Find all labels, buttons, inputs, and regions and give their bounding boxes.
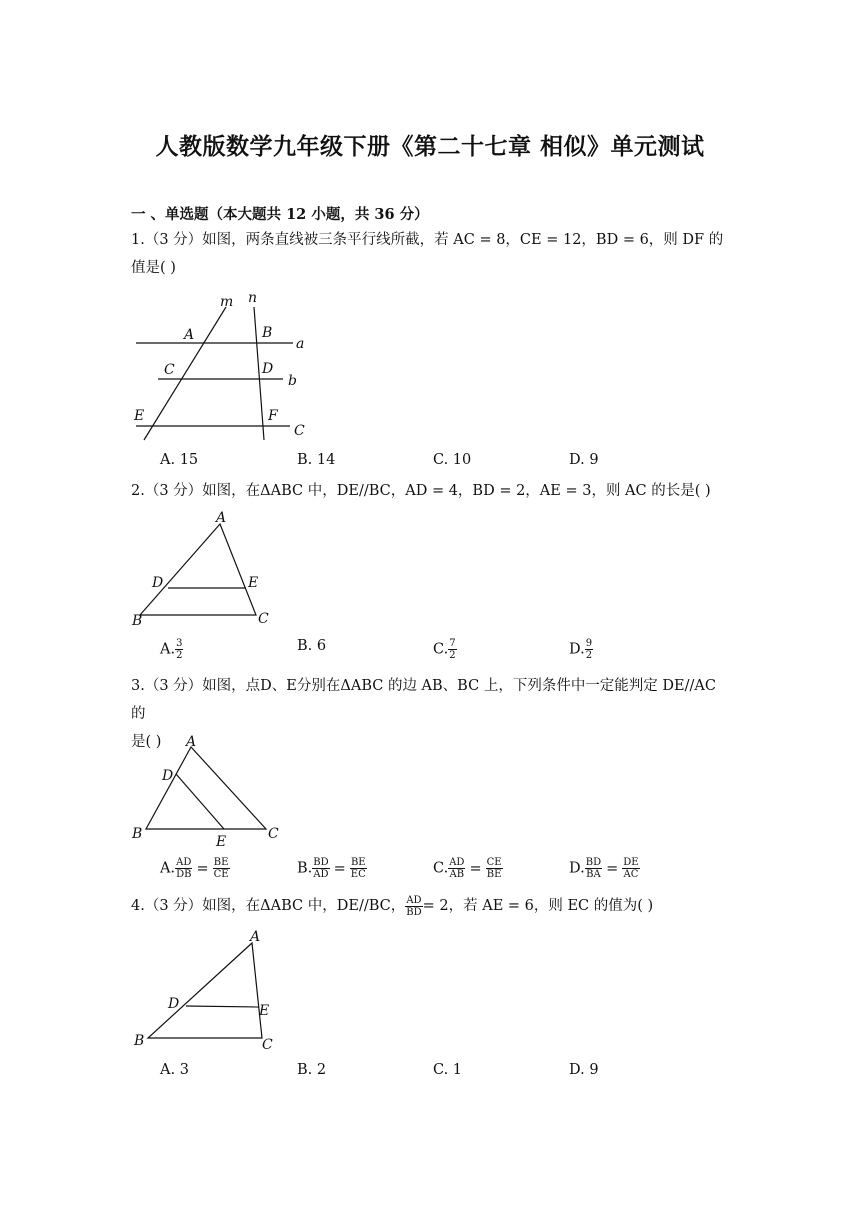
label-A: A [216, 510, 227, 526]
q3-option-c-right-fraction [486, 857, 503, 880]
q2-option-d-prefix: D. [569, 641, 585, 658]
q2-option-d[interactable] [569, 638, 593, 661]
label-A: A [250, 929, 261, 945]
q3-option-a[interactable]: A. $\frac{AD}{DB}$ = $\frac{BE}{CE}$ [160, 857, 229, 880]
triangle-abc [146, 747, 266, 829]
denominator: AC [623, 869, 639, 880]
denominator: 2 [585, 650, 593, 661]
numerator: DE [623, 857, 639, 868]
q2-option-c[interactable] [433, 638, 457, 661]
numerator: BD [585, 857, 602, 868]
q2-option-a[interactable] [160, 638, 183, 661]
label-A: A [186, 734, 197, 750]
denominator: DB [176, 869, 192, 880]
q4-option-a[interactable]: A. 3 [160, 1062, 189, 1078]
numerator: BE [350, 857, 366, 868]
question-4-options [160, 1062, 760, 1092]
label-B: B [134, 1033, 145, 1049]
question-1-line1: 1.（3 分）如图，两条直线被三条平行线所截，若 AC = 8，CE = 12，BD = 6，则 DF 的 [131, 232, 724, 248]
label-C: C [262, 1037, 273, 1053]
q3-option-c-left-fraction [448, 857, 465, 880]
segment-de [176, 774, 224, 829]
numerator: BE [213, 857, 229, 868]
numerator: AD [406, 894, 422, 906]
q2-option-a-prefix: A. [160, 641, 176, 658]
numerator: 3 [176, 638, 183, 649]
denominator: CE [213, 869, 229, 880]
triangle-abc [140, 524, 259, 615]
q2-option-a-fraction [175, 638, 183, 661]
q3-option-c[interactable]: C. $\frac{AD}{AB}$ = $\frac{CE}{BE}$ [433, 857, 502, 880]
label-D: D [152, 575, 164, 591]
label-B: B [262, 325, 273, 341]
question-3-line1: 3.（3 分）如图，点D、E分别在ΔABC 的边 AB、BC 上，下列条件中一定能判定 DE//AC 的 [131, 678, 716, 722]
denominator: AD [313, 869, 329, 880]
figure-1-parallel-lines [128, 290, 318, 445]
question-1-line2: 值是( ) [131, 260, 176, 276]
denominator: AB [449, 869, 465, 880]
question-2 [131, 477, 731, 505]
label-D: D [162, 768, 174, 784]
q3-option-b-prefix: B. [297, 860, 313, 877]
numerator: 9 [585, 638, 593, 649]
denominator: BD [406, 906, 422, 918]
q3-option-d-prefix: D. [569, 860, 585, 877]
label-A: A [184, 327, 195, 343]
denominator: BE [486, 869, 502, 880]
q1-option-c[interactable]: C. 10 [433, 452, 472, 468]
question-3-options [160, 857, 760, 887]
q1-option-a[interactable]: A. 15 [160, 452, 199, 468]
q4-option-c[interactable]: C. 1 [433, 1062, 463, 1078]
question-4-text-before: 4.（3 分）如图，在ΔABC 中，DE//BC， [131, 898, 406, 914]
label-C: C [258, 611, 269, 627]
q2-option-c-fraction [448, 638, 456, 661]
q2-option-d-fraction [585, 638, 593, 661]
numerator: 7 [449, 638, 456, 649]
label-D: D [168, 996, 180, 1012]
label-E: E [216, 834, 227, 850]
q4-option-d[interactable]: D. 9 [569, 1062, 599, 1078]
q3-option-d-right-fraction [622, 857, 639, 880]
label-C: C [268, 826, 279, 842]
label-E: E [134, 408, 145, 424]
label-B: B [132, 613, 143, 629]
q2-option-c-prefix: C. [433, 641, 449, 658]
label-c: C [294, 423, 305, 439]
q4-option-b[interactable]: B. 2 [297, 1062, 327, 1078]
label-C: C [164, 362, 175, 378]
denominator: 2 [449, 650, 456, 661]
q3-option-b-left-fraction [312, 857, 329, 880]
numerator: AD [449, 857, 465, 868]
figure-3-triangle [128, 730, 288, 850]
denominator: 2 [176, 650, 183, 661]
figure-4-triangle [128, 925, 288, 1055]
question-2-options [160, 638, 760, 668]
numerator: AD [176, 857, 192, 868]
q3-option-a-left-fraction [175, 857, 192, 880]
label-b: b [288, 373, 297, 389]
label-E: E [259, 1003, 270, 1019]
q3-option-d-left-fraction [585, 857, 602, 880]
triangle-abc [148, 943, 262, 1038]
section-heading: 一 、单选题（本大题共 12 小题，共 36 分） [131, 206, 429, 223]
question-4-text-after: = 2，若 AE = 6，则 EC 的值为( ) [422, 898, 654, 914]
numerator: CE [486, 857, 502, 868]
denominator: BA [586, 869, 601, 880]
denominator: EC [350, 869, 366, 880]
label-B: B [132, 826, 143, 842]
question-2-line1: 2.（3 分）如图，在ΔABC 中，DE//BC，AD = 4，BD = 2，AE = 3，则 AC 的长是( ) [131, 483, 711, 499]
question-4 [131, 892, 731, 920]
numerator: BD [313, 857, 329, 868]
label-E: E [248, 575, 259, 591]
q3-option-b-right-fraction [350, 857, 367, 880]
q2-option-b[interactable]: B. 6 [297, 638, 327, 654]
label-D: D [262, 361, 274, 377]
q3-option-c-prefix: C. [433, 860, 449, 877]
question-3-line2: 是( ) [131, 734, 162, 750]
q3-option-a-prefix: A. [160, 860, 176, 877]
document-title: 人教版数学九年级下册《第二十七章 相似》单元测试 [155, 133, 705, 160]
q3-option-d[interactable]: D. $\frac{BD}{BA}$ = $\frac{DE}{AC}$ [569, 857, 639, 880]
q1-option-d[interactable]: D. 9 [569, 452, 599, 468]
figure-2-triangle [128, 508, 278, 633]
segment-de [186, 1006, 259, 1007]
label-a: a [296, 336, 305, 352]
q1-option-b[interactable]: B. 14 [297, 452, 336, 468]
label-m: m [220, 294, 234, 310]
question-1 [131, 226, 731, 282]
question-4-fraction [405, 895, 422, 918]
label-F: F [268, 408, 278, 424]
label-n: n [248, 290, 258, 306]
q3-option-b[interactable]: B. $\frac{BD}{AD}$ = $\frac{BE}{EC}$ [297, 857, 366, 880]
q3-option-a-right-fraction [213, 857, 230, 880]
